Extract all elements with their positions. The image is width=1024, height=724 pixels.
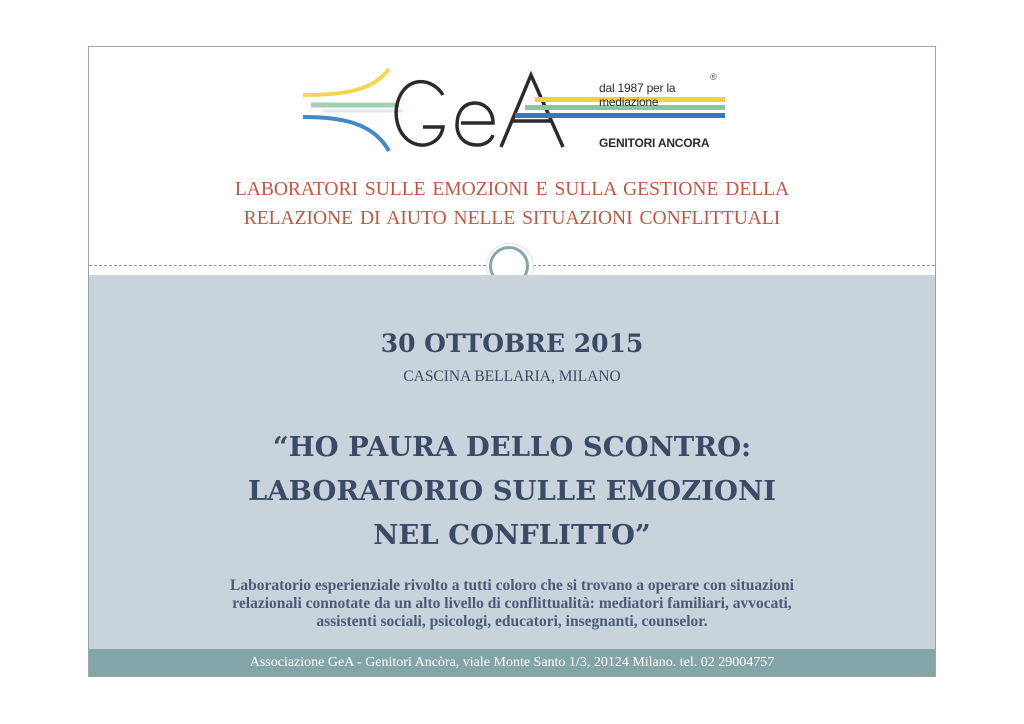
title-line-1: “HO PAURA DELLO SCONTRO: <box>272 431 752 463</box>
title-line-3: NEL CONFLITTO” <box>373 519 651 551</box>
description-line-2: relazionali connotate da un alto livello di conflittualità: mediatori familiari, avvocati, <box>232 595 792 612</box>
workshop-description <box>89 577 935 631</box>
content-panel <box>89 275 935 649</box>
title-line-2: LABORATORIO SULLE EMOZIONI <box>247 475 777 507</box>
footer-contact: Associazione GeA - Genitori Ancòra, viale Monte Santo 1/3, 20124 Milano. tel. 02 29004757 <box>249 655 775 670</box>
event-place: CASCINA BELLARIA, MILANO <box>403 368 621 385</box>
description-line-1: Laboratorio esperienziale rivolto a tutti coloro che si trovano a operare con situazioni <box>230 577 794 594</box>
gea-logo <box>303 61 733 161</box>
registered-mark: ® <box>710 72 717 82</box>
subtitle-line-2: RELAZIONE DI AIUTO NELLE SITUAZIONI CONFLITTUALI <box>243 208 781 229</box>
workshop-title <box>89 425 935 557</box>
slide <box>88 46 936 677</box>
footer-bar <box>89 649 935 676</box>
logo-subname: GENITORI ANCORA <box>599 136 710 150</box>
logo-tagline: dal 1987 per la mediazione <box>599 81 676 109</box>
subtitle-line-1: LABORATORI SULLE EMOZIONI E SULLA GESTIONE DELLA <box>234 179 790 200</box>
description-line-3: assistenti sociali, psicologi, educatori, insegnanti, counselor. <box>316 613 708 630</box>
event-date: 30 OTTOBRE 2015 <box>380 329 644 358</box>
series-subtitle <box>89 175 935 233</box>
